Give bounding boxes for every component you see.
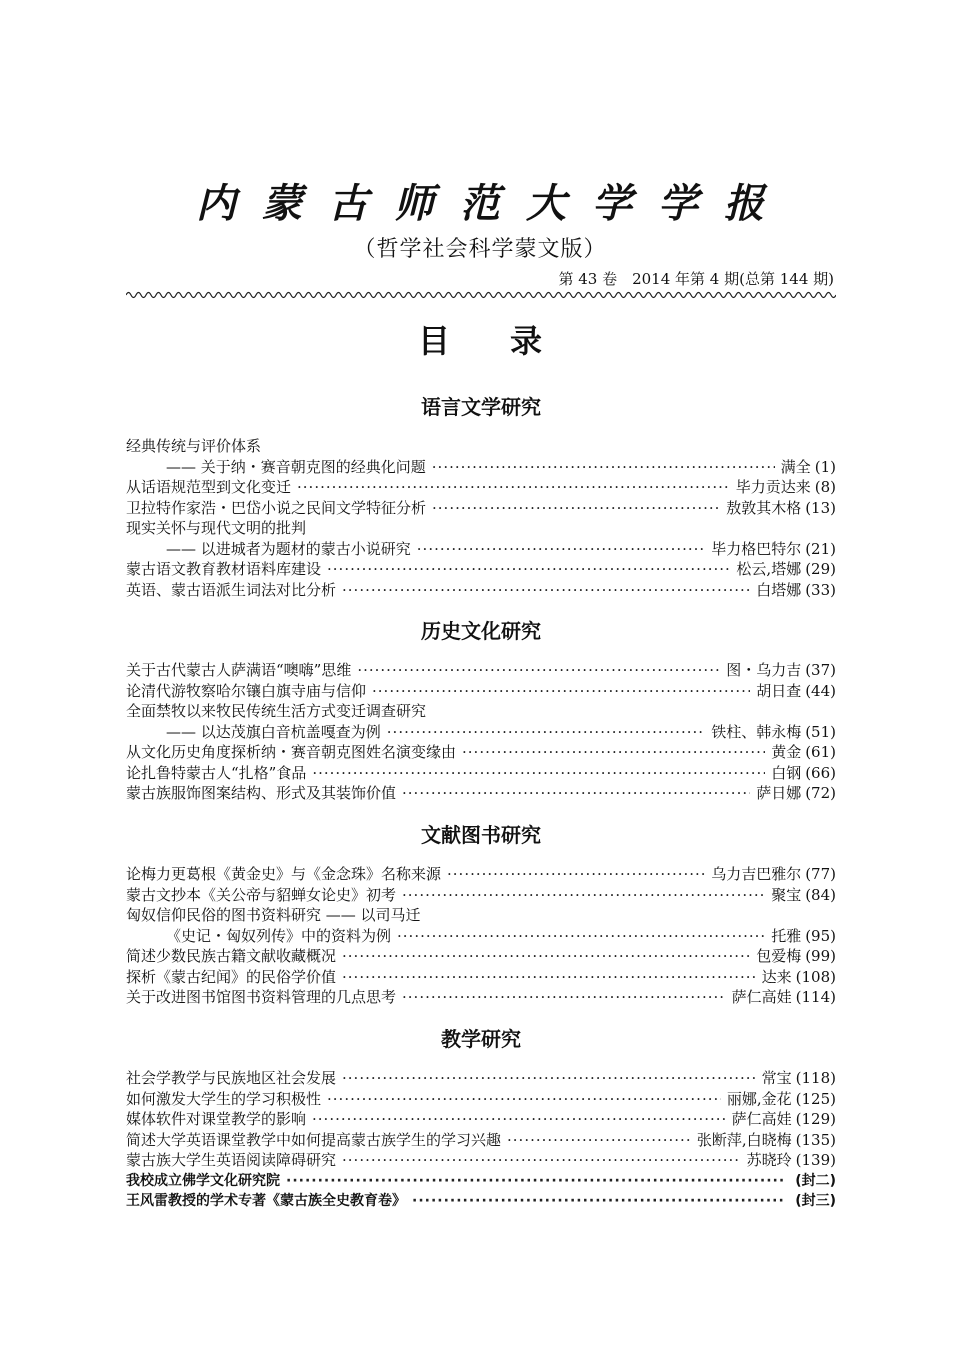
toc-entry bbox=[126, 783, 836, 804]
entry-title: 关于改进图书馆图书资料管理的几点思考 bbox=[126, 988, 397, 1006]
entry-author: 萨仁高娃 bbox=[731, 1110, 792, 1128]
entry-title: —— 关于纳・赛音朝克图的经典化问题 bbox=[166, 457, 426, 476]
toc-entry bbox=[126, 498, 836, 519]
toc-entry bbox=[126, 926, 836, 947]
toc-entry bbox=[126, 1109, 836, 1130]
entry-title: 论清代游牧察哈尔镶白旗寺庙与信仰 bbox=[126, 681, 367, 700]
toc-title-line: 匈奴信仰民俗的图书资料研究 —— 以司马迁 bbox=[126, 906, 421, 924]
toc-entry bbox=[126, 477, 836, 498]
entry-title: 从文化历史角度探析纳・赛音朝克图姓名演变缘由 bbox=[126, 743, 457, 761]
entry-page: (135) bbox=[795, 1130, 836, 1149]
entry-title: 简述大学英语课堂教学中如何提高蒙古族学生的学习兴趣 bbox=[126, 1130, 502, 1149]
section-heading: 语言文学研究 bbox=[421, 395, 541, 419]
entry-author: 铁柱、韩永梅 bbox=[711, 722, 802, 741]
toc-entry bbox=[126, 457, 836, 478]
toc-title: 目录 bbox=[417, 322, 602, 360]
toc-title-line: 全面禁牧以来牧民传统生活方式变迁调查研究 bbox=[126, 702, 427, 720]
dot-leader bbox=[342, 967, 756, 988]
section-literature-books bbox=[126, 820, 836, 1008]
section-history-culture bbox=[126, 616, 836, 804]
dot-leader bbox=[312, 1109, 726, 1130]
toc-entry bbox=[126, 864, 836, 885]
entry-page: (77) bbox=[805, 865, 836, 883]
entry-page: (29) bbox=[805, 560, 836, 578]
dot-leader bbox=[402, 987, 726, 1008]
entry-title: 蒙古族大学生英语阅读障碍研究 bbox=[126, 1151, 337, 1169]
toc-entry bbox=[126, 946, 836, 967]
entry-page: (129) bbox=[795, 1110, 836, 1128]
entry-title: 社会学教学与民族地区社会发展 bbox=[126, 1069, 337, 1087]
toc-entry bbox=[126, 1130, 836, 1151]
toc-entry bbox=[126, 1068, 836, 1089]
section-language-literature bbox=[126, 392, 836, 600]
entry-title: 王风雷教授的学术专著《蒙古族全史教育卷》 bbox=[126, 1193, 406, 1209]
journal-title: 内蒙古师范大学学报 bbox=[196, 180, 790, 227]
entry-author: 敖敦其木格 bbox=[726, 498, 802, 517]
dot-leader bbox=[412, 1191, 785, 1212]
entry-page: (84) bbox=[805, 885, 836, 904]
entry-list bbox=[126, 660, 836, 804]
entry-author: 张断萍,白晓梅 bbox=[696, 1130, 792, 1149]
wave-divider bbox=[126, 289, 836, 301]
dot-leader bbox=[462, 742, 765, 763]
dot-leader bbox=[387, 722, 705, 743]
entry-page: (44) bbox=[805, 681, 836, 700]
dot-leader bbox=[327, 559, 730, 580]
issue-info: 第 43 卷 2014 年第 4 期(总第 144 期) bbox=[558, 270, 834, 288]
entry-title: 卫拉特作家浩・巴岱小说之民间文学特征分析 bbox=[126, 498, 427, 517]
entry-title: 《史记・匈奴列传》中的资料为例 bbox=[166, 926, 392, 945]
dot-leader bbox=[397, 926, 765, 947]
entry-title: 我校成立佛学文化研究院 bbox=[126, 1172, 280, 1189]
entry-page: (13) bbox=[805, 498, 836, 517]
entry-title: 媒体软件对课堂教学的影响 bbox=[126, 1110, 307, 1128]
entry-title: 蒙古文抄本《关公帝与貂蝉女论史》初考 bbox=[126, 885, 397, 904]
toc-title-line: 现实关怀与现代文明的批判 bbox=[126, 519, 307, 537]
dot-leader bbox=[342, 1150, 741, 1171]
entry-title: 从话语规范型到文化变迁 bbox=[126, 478, 292, 496]
toc-entry bbox=[126, 1089, 836, 1110]
toc-entry bbox=[126, 1150, 836, 1171]
entry-title: 关于古代蒙古人萨满语“噢嗨”思维 bbox=[126, 661, 352, 679]
entry-page: (118) bbox=[795, 1069, 836, 1087]
entry-author: 白塔娜 bbox=[756, 580, 802, 599]
toc-entry bbox=[126, 559, 836, 580]
toc-entry bbox=[126, 742, 836, 763]
dot-leader bbox=[447, 864, 705, 885]
entry-page: (61) bbox=[805, 743, 836, 761]
dot-leader bbox=[432, 457, 775, 478]
entry-author: 白钢 bbox=[771, 763, 802, 782]
entry-author: 聚宝 bbox=[771, 885, 802, 904]
toc-entry bbox=[126, 1191, 836, 1212]
dot-leader bbox=[342, 1068, 756, 1089]
entry-page: (37) bbox=[805, 661, 836, 679]
entry-page: (99) bbox=[805, 947, 836, 965]
toc-entry bbox=[126, 987, 836, 1008]
dot-leader bbox=[327, 1089, 721, 1110]
toc-entry bbox=[126, 681, 836, 702]
section-teaching bbox=[126, 1024, 836, 1212]
entry-author: 黄金 bbox=[771, 743, 802, 761]
entry-title: 蒙古语文教育教材语料库建设 bbox=[126, 560, 322, 578]
entry-list bbox=[126, 864, 836, 1008]
toc-entry bbox=[126, 763, 836, 784]
entry-author: 丽娜,金花 bbox=[726, 1089, 792, 1108]
dot-leader bbox=[402, 783, 750, 804]
dot-leader bbox=[372, 681, 750, 702]
entry-title: 论梅力更葛根《黄金史》与《金念珠》名称来源 bbox=[126, 865, 442, 883]
dot-leader bbox=[286, 1171, 785, 1192]
toc-title-line: 经典传统与评价体系 bbox=[126, 437, 262, 455]
entry-list bbox=[126, 436, 836, 600]
entry-author: 包爱梅 bbox=[756, 947, 802, 965]
dot-leader bbox=[357, 660, 720, 681]
entry-title: 简述少数民族古籍文献收藏概况 bbox=[126, 947, 337, 965]
dot-leader bbox=[507, 1130, 691, 1151]
dot-leader bbox=[342, 946, 750, 967]
toc-entry bbox=[126, 580, 836, 601]
entry-page: (封二) bbox=[795, 1172, 836, 1189]
toc-entry bbox=[126, 660, 836, 681]
entry-author: 图・乌力吉 bbox=[726, 661, 802, 679]
dot-leader bbox=[297, 477, 730, 498]
entry-page: (66) bbox=[805, 763, 836, 782]
entry-page: (8) bbox=[814, 478, 836, 496]
entry-page: (114) bbox=[795, 988, 836, 1006]
toc-entry bbox=[126, 722, 836, 743]
entry-page: (139) bbox=[795, 1151, 836, 1169]
toc-entry bbox=[126, 885, 836, 906]
entry-author: 满全 bbox=[780, 457, 811, 476]
entry-page: (21) bbox=[805, 539, 836, 558]
entry-author: 毕力贡达来 bbox=[735, 478, 811, 496]
entry-title: —— 以达茂旗白音杭盖嘎查为例 bbox=[166, 722, 381, 741]
entry-page: (125) bbox=[795, 1089, 836, 1108]
entry-title: —— 以进城者为题材的蒙古小说研究 bbox=[166, 539, 411, 558]
entry-author: 毕力格巴特尔 bbox=[711, 539, 802, 558]
dot-leader bbox=[402, 885, 765, 906]
journal-subtitle: （哲学社会科学蒙文版） bbox=[353, 237, 607, 262]
entry-title: 蒙古族服饰图案结构、形式及其装饰价值 bbox=[126, 784, 397, 802]
entry-page: (1) bbox=[814, 457, 836, 476]
toc-entry bbox=[126, 967, 836, 988]
entry-author: 托雅 bbox=[771, 926, 802, 945]
toc-entry bbox=[126, 539, 836, 560]
entry-title: 探析《蒙古纪闻》的民俗学价值 bbox=[126, 967, 337, 986]
entry-list bbox=[126, 1068, 836, 1212]
dot-leader bbox=[417, 539, 705, 560]
entry-title: 英语、蒙古语派生词法对比分析 bbox=[126, 580, 337, 599]
entry-author: 乌力吉巴雅尔 bbox=[711, 865, 802, 883]
entry-page: (95) bbox=[805, 926, 836, 945]
entry-author: 萨日娜 bbox=[756, 784, 802, 802]
section-heading: 教学研究 bbox=[441, 1027, 521, 1051]
section-heading: 文献图书研究 bbox=[421, 823, 541, 847]
entry-page: (封三) bbox=[795, 1193, 836, 1209]
entry-author: 常宝 bbox=[761, 1069, 792, 1087]
entry-page: (33) bbox=[805, 580, 836, 599]
entry-page: (72) bbox=[805, 784, 836, 802]
entry-title: 论扎鲁特蒙古人“扎格”食品 bbox=[126, 763, 307, 782]
entry-page: (108) bbox=[795, 967, 836, 986]
toc-entry bbox=[126, 1171, 836, 1192]
entry-author: 萨仁高娃 bbox=[731, 988, 792, 1006]
entry-title: 如何激发大学生的学习积极性 bbox=[126, 1089, 322, 1108]
dot-leader bbox=[342, 580, 750, 601]
entry-author: 苏晓玲 bbox=[746, 1151, 792, 1169]
dot-leader bbox=[312, 763, 765, 784]
entry-page: (51) bbox=[805, 722, 836, 741]
entry-author: 胡日查 bbox=[756, 681, 802, 700]
entry-author: 达来 bbox=[761, 967, 792, 986]
entry-author: 松云,塔娜 bbox=[736, 560, 802, 578]
section-heading: 历史文化研究 bbox=[421, 619, 541, 643]
dot-leader bbox=[432, 498, 720, 519]
